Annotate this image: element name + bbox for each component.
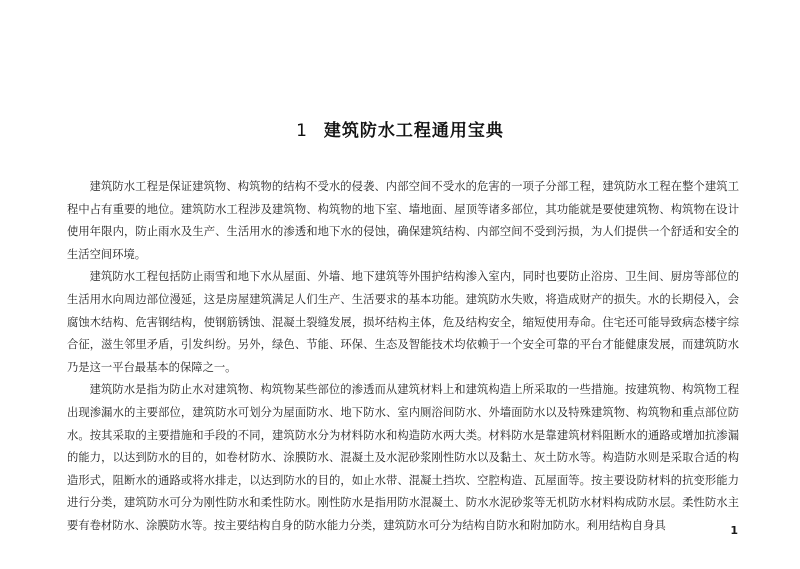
- chapter-title: 建筑防水工程通用宝典: [323, 121, 504, 141]
- chapter-heading: [0, 116, 800, 141]
- body-text: [67, 176, 739, 538]
- paragraph: 建筑防水工程包括防止雨雪和地下水从屋面、外墙、地下建筑等外围护结构渗入室内，同时也要防止浴房、卫生间、厨房等部位的生活用水向周边部位漫延，这是房屋建筑满足人们生产、生活要求的基本功能。建筑防水失败，将造成财产的损失。水的长期侵入，会腐蚀木结构、危害钢结构，使钢筋锈蚀、混凝土裂缝发展，损坏结构主体，危及结构安全，缩短使用寿命。住宅还可能导致病态楼宇综合征，滋生邻里矛盾，引发纠纷。另外，绿色、节能、环保、生态及智能技术均依赖于一个安全可靠的平台才能健康发展，而建筑防水乃是这一平台最基本的保障之一。: [67, 270, 739, 374]
- chapter-number: 1: [296, 121, 308, 141]
- paragraph: 建筑防水工程是保证建筑物、构筑物的结构不受水的侵袭、内部空间不受水的危害的一项子分部工程，建筑防水工程在整个建筑工程中占有重要的地位。建筑防水工程涉及建筑物、构筑物的地下室、墙地面、屋顶等诸多部位，其功能就是要使建筑物、构筑物在设计使用年限内，防止雨水及生产、生活用水的渗透和地下水的侵蚀，确保建筑结构、内部空间不受到污损，为人们提供一个舒适和安全的生活空间环境。: [67, 180, 739, 261]
- paragraph: 建筑防水是指为防止水对建筑物、构筑物某些部位的渗透而从建筑材料上和建筑构造上所采取的一些措施。按建筑物、构筑物工程出现渗漏水的主要部位，建筑防水可划分为屋面防水、地下防水、室内厕浴间防水、外墙面防水以及特殊建筑物、构筑物和重点部位防水。按其采取的主要措施和手段的不同，建筑防水分为材料防水和构造防水两大类。材料防水是靠建筑材料阻断水的通路或增加抗渗漏的能力，以达到防水的目的，如卷材防水、涂膜防水、混凝土及水泥砂浆刚性防水以及黏土、灰土防水等。构造防水则是采取合适的构造形式，阻断水的通路或将水排走，以达到防水的目的，如止水带、混凝土挡坎、空腔构造、瓦屋面等。按主要设防材料的抗变形能力进行分类，建筑防水可分为刚性防水和柔性防水。刚性防水是指用防水混凝土、防水水泥砂浆等无机防水材料构成防水层。柔性防水主要有卷材防水、涂膜防水等。按主要结构自身的防水能力分类，建筑防水可分为结构自防水和附加防水。利用结构自身具: [67, 383, 739, 532]
- page-number: 1: [730, 524, 738, 537]
